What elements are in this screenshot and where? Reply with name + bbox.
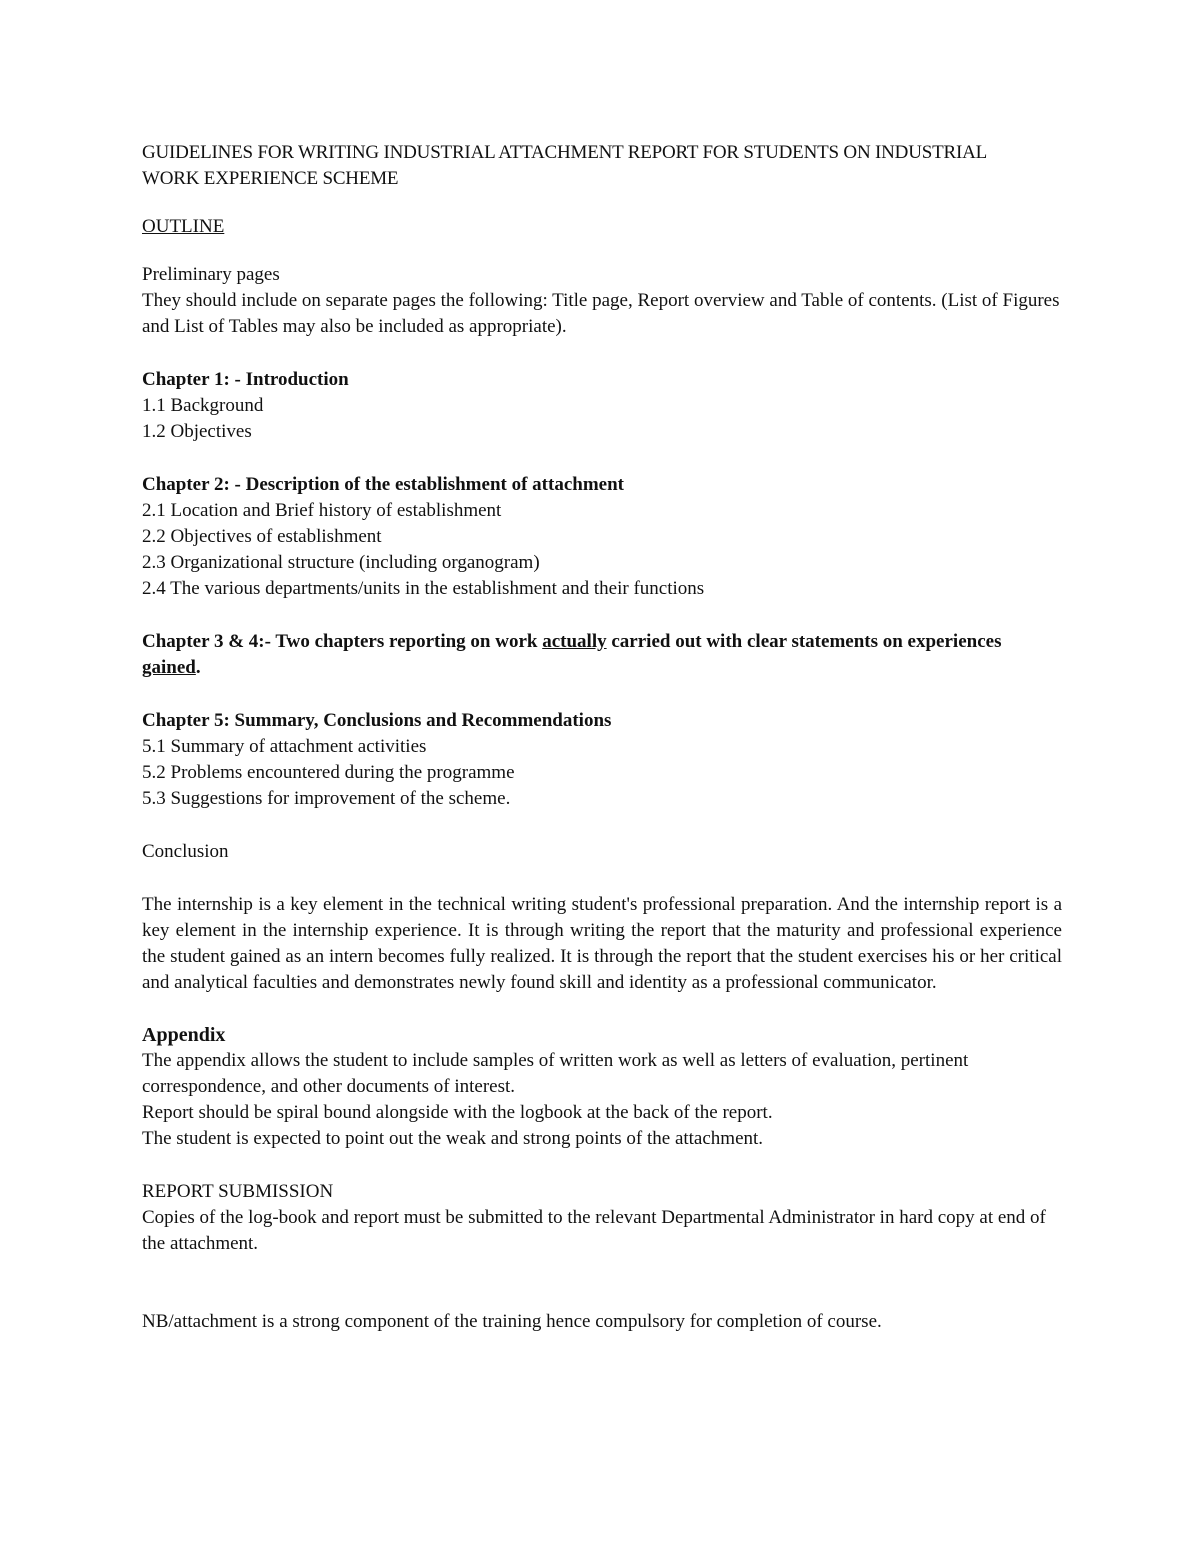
chapter-5-heading: Chapter 5: Summary, Conclusions and Recommendations [142, 710, 612, 731]
outline-heading: OUTLINE [142, 216, 225, 237]
chapter-3-4-period: . [195, 657, 201, 678]
appendix-line: The student is expected to point out the weak and strong points of the attachment. [142, 1128, 764, 1149]
conclusion-heading: Conclusion [142, 841, 229, 862]
chapter-5-item: 5.1 Summary of attachment activities [142, 736, 427, 757]
chapter-5-item: 5.3 Suggestions for improvement of the scheme. [142, 788, 511, 809]
document-title-line-2: WORK EXPERIENCE SCHEME [142, 168, 399, 189]
report-submission-body: Copies of the log-book and report must be submitted to the relevant Departmental Administrator in hard copy at end of the attachment. [142, 1207, 1046, 1254]
preliminary-heading: Preliminary pages [142, 264, 280, 285]
chapter-3-4-text: carried out with clear statements on experiences [606, 631, 1002, 652]
report-submission-heading: REPORT SUBMISSION [142, 1181, 334, 1202]
chapter-2-item: 2.1 Location and Brief history of establishment [142, 500, 502, 521]
chapter-1-item: 1.2 Objectives [142, 421, 252, 442]
chapter-2-item: 2.4 The various departments/units in the establishment and their functions [142, 578, 705, 599]
appendix-line: The appendix allows the student to include samples of written work as well as letters of evaluation, pertinent correspondence, and other documents of interest. [142, 1050, 969, 1097]
conclusion-body: The internship is a key element in the technical writing student's professional preparation. And the internship report is a key element in the internship experience. It is through writing the report that the maturity and professional experience the student gained as an intern becomes fully realized. It is through the report that the student exercises his or her critical and analytical faculties and demonstrates newly found skill and identity as a professional communicator. [142, 894, 1062, 993]
chapter-5-item: 5.2 Problems encountered during the programme [142, 762, 515, 783]
chapter-2-item: 2.3 Organizational structure (including organogram) [142, 552, 540, 573]
appendix-line: Report should be spiral bound alongside with the logbook at the back of the report. [142, 1102, 773, 1123]
chapter-2-item: 2.2 Objectives of establishment [142, 526, 382, 547]
nb-note: NB/attachment is a strong component of the training hence compulsory for completion of course. [142, 1311, 882, 1332]
document-page [142, 140, 1062, 1335]
chapter-3-4-text: Chapter 3 & 4:- Two chapters reporting on work [142, 631, 543, 652]
chapter-3-4-emphasis-gained: gained [142, 657, 196, 678]
chapter-2-heading: Chapter 2: - Description of the establishment of attachment [142, 474, 624, 495]
preliminary-body: They should include on separate pages the following: Title page, Report overview and Table of contents. (List of Figures and List of Tables may also be included as appropriate). [142, 290, 1060, 337]
chapter-3-4-heading [142, 629, 1062, 681]
appendix-heading: Appendix [142, 1024, 226, 1046]
document-title-line-1: GUIDELINES FOR WRITING INDUSTRIAL ATTACHMENT REPORT FOR STUDENTS ON INDUSTRIAL [142, 142, 988, 163]
chapter-3-4-emphasis-actually: actually [542, 631, 607, 652]
chapter-1-heading: Chapter 1: - Introduction [142, 369, 349, 390]
chapter-1-item: 1.1 Background [142, 395, 264, 416]
